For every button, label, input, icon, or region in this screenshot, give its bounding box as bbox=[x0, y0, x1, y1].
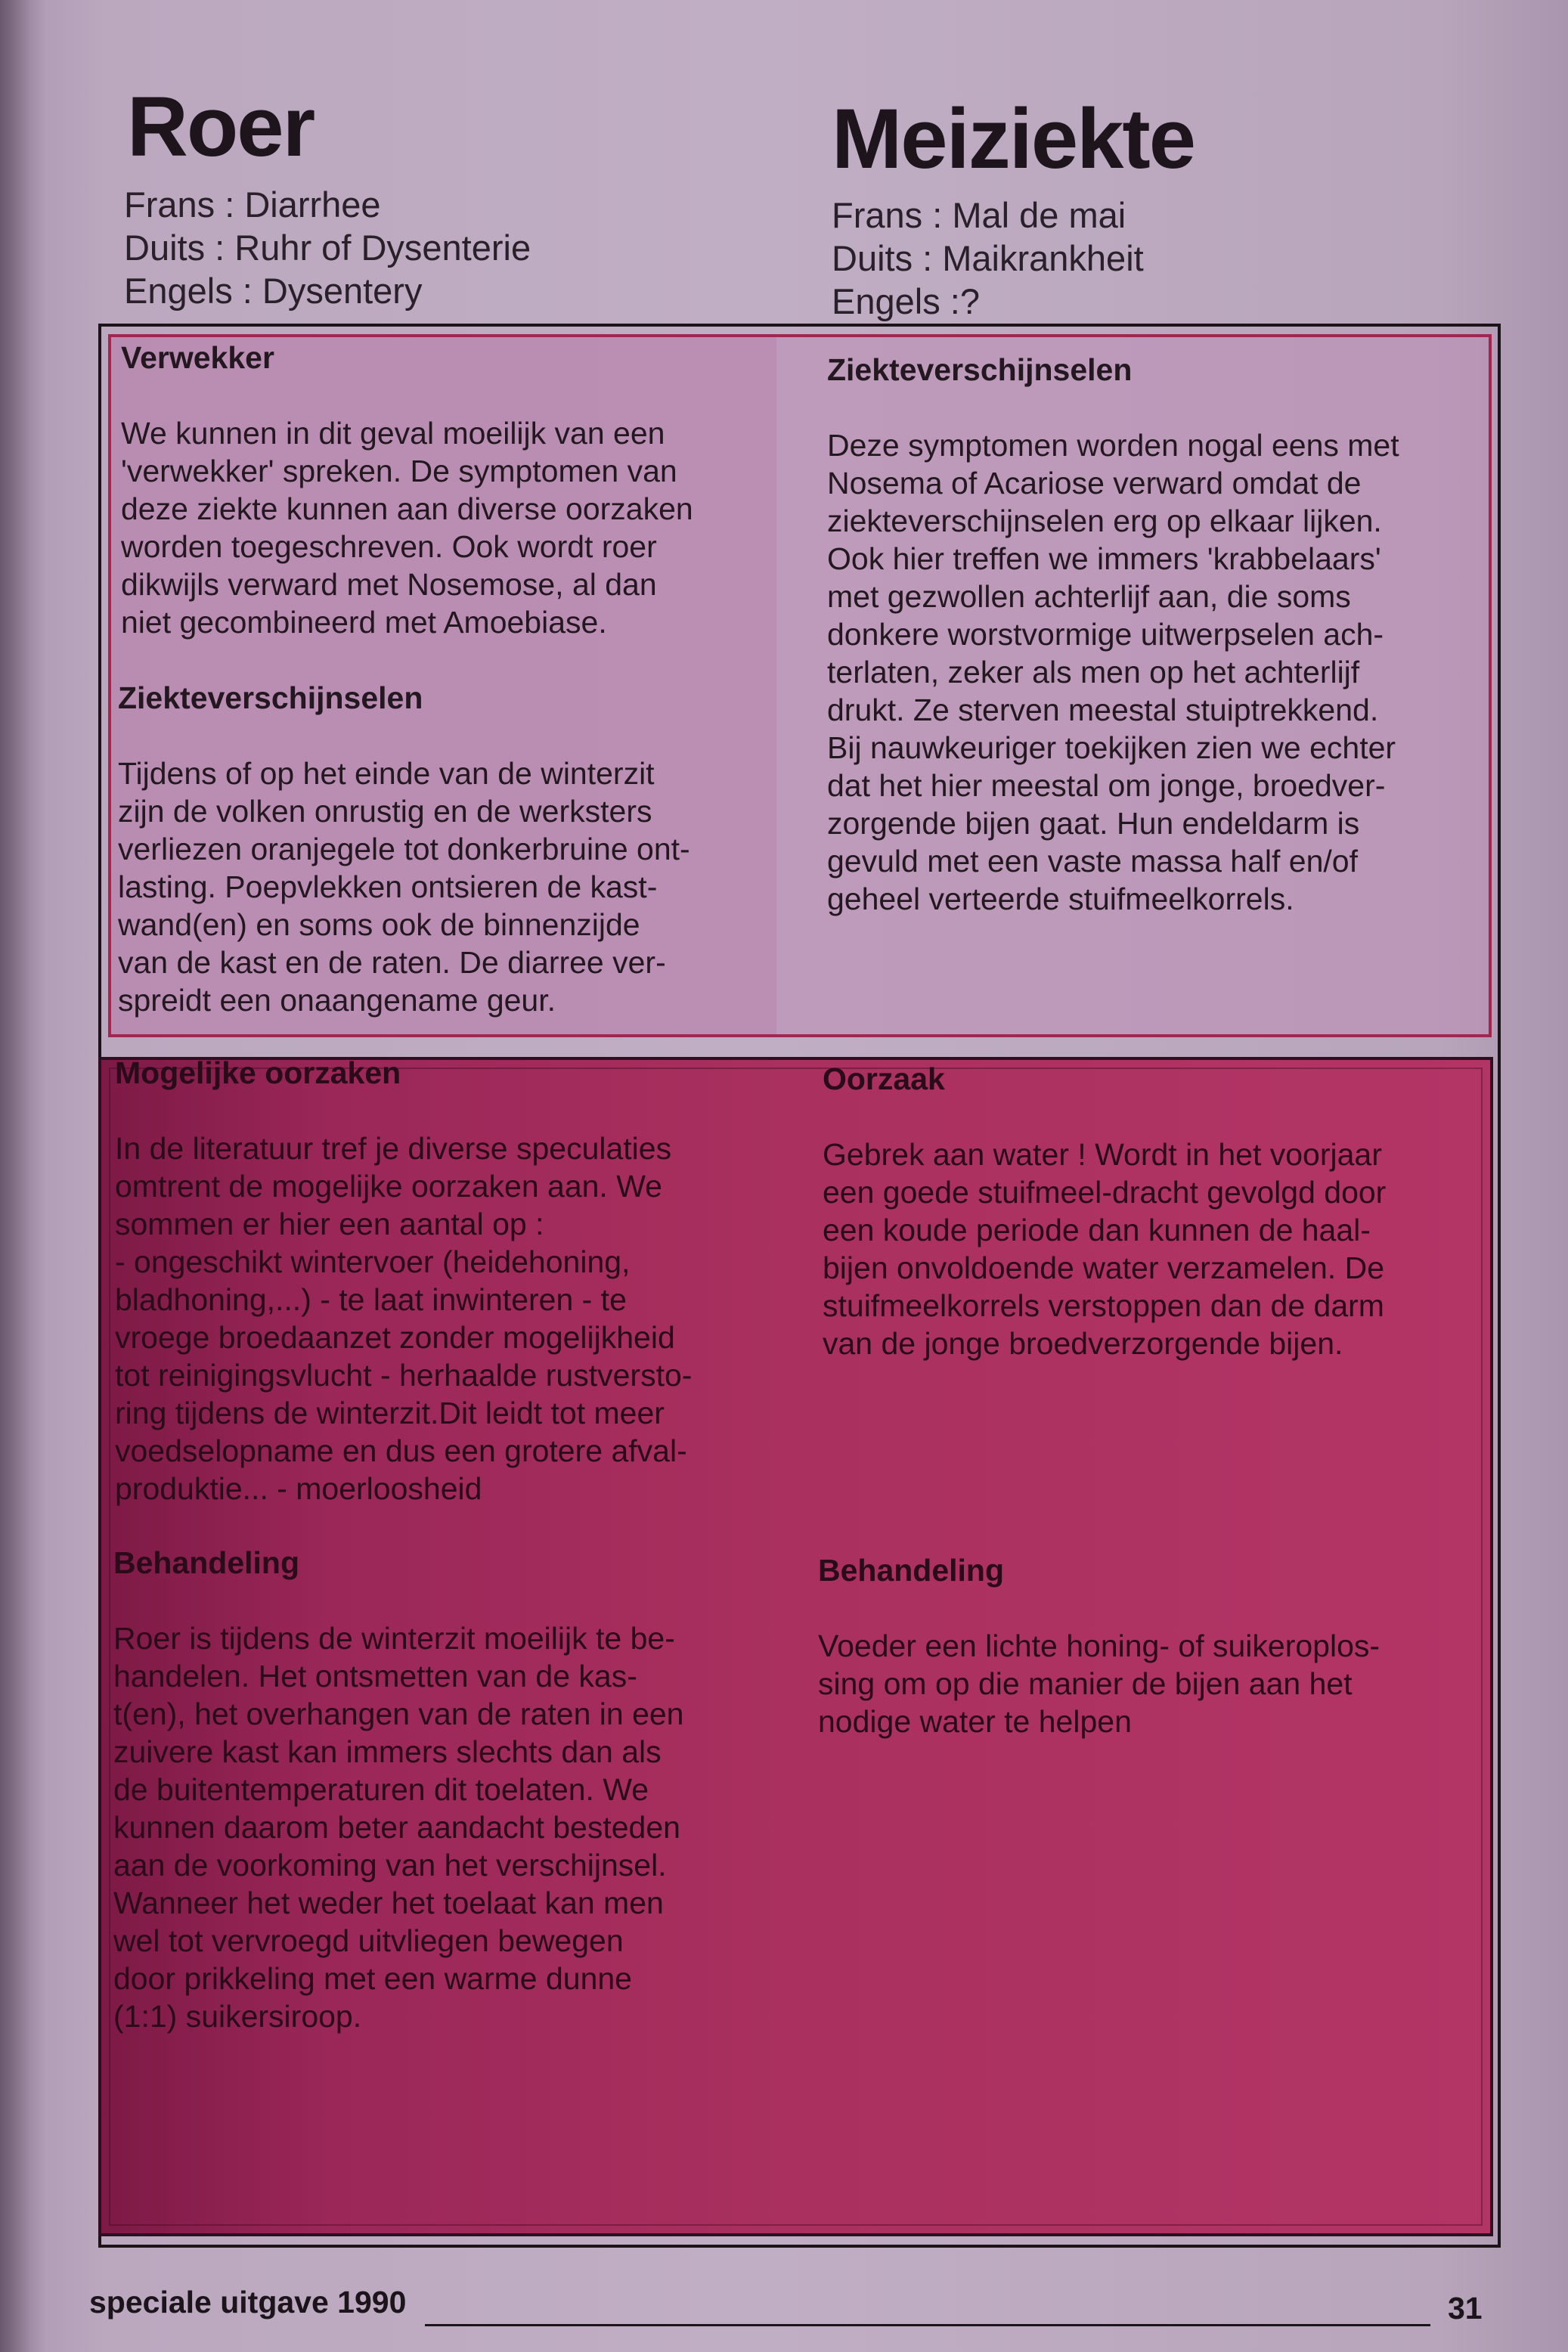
name-line: Frans : Mal de mai bbox=[832, 195, 1126, 235]
text-line: zijn de volken onrustig en de werksters bbox=[118, 794, 652, 829]
section-oorzaak bbox=[823, 1060, 1488, 1362]
section-heading: Verwekker bbox=[121, 340, 274, 375]
text-line: niet gecombineerd met Amoebiase. bbox=[121, 605, 607, 640]
text-line: van de jonge broedverzorgende bijen. bbox=[823, 1326, 1343, 1361]
name-line: Engels :? bbox=[832, 281, 980, 321]
text-line: wel tot vervroegd uitvliegen bewegen bbox=[113, 1923, 624, 1958]
name-line: Duits : Maikrankheit bbox=[832, 238, 1144, 278]
text-line: (1:1) suikersiroop. bbox=[113, 1999, 362, 2034]
text-line: ring tijdens de winterzit.Dit leidt tot meer bbox=[115, 1396, 665, 1430]
text-line: geheel verteerde stuifmeelkorrels. bbox=[827, 882, 1294, 916]
text-line: worden toegeschreven. Ook wordt roer bbox=[121, 529, 657, 564]
text-line: van de kast en de raten. De diarree ver- bbox=[118, 945, 666, 980]
text-line: - ongeschikt wintervoer (heidehoning, bbox=[115, 1244, 631, 1279]
text-line: Nosema of Acariose verward omdat de bbox=[827, 466, 1362, 500]
text-line: tot reinigingsvlucht - herhaalde rustversto- bbox=[115, 1358, 693, 1393]
section-mogelijke-oorzaken bbox=[115, 1054, 780, 1508]
text-line: bijen onvoldoende water verzamelen. De bbox=[823, 1250, 1385, 1285]
text-line: spreidt een onaangename geur. bbox=[118, 983, 556, 1018]
section-heading: Behandeling bbox=[113, 1545, 300, 1580]
text-line: voedselopname en dus een grotere afval- bbox=[115, 1433, 687, 1468]
text-line: met gezwollen achterlijf aan, die soms bbox=[827, 579, 1351, 614]
text-line: drukt. Ze sterven meestal stuiptrekkend. bbox=[827, 693, 1379, 727]
text-line: 'verwekker' spreken. De symptomen van bbox=[121, 454, 677, 488]
text-line: dat het hier meestal om jonge, broedver- bbox=[827, 768, 1386, 803]
text-line: door prikkeling met een warme dunne bbox=[113, 1961, 632, 1996]
text-line: sommen er hier een aantal op : bbox=[115, 1207, 544, 1241]
text-line: t(en), het overhangen van de raten in een bbox=[113, 1697, 684, 1731]
text-line: Deze symptomen worden nogal eens met bbox=[827, 428, 1399, 463]
text-line: ziekteverschijnselen erg op elkaar lijken. bbox=[827, 504, 1382, 538]
text-line: Bij nauwkeuriger toekijken zien we echter bbox=[827, 730, 1396, 765]
section-ziekteverschijnselen-meiziekte bbox=[827, 351, 1492, 918]
text-line: Roer is tijdens de winterzit moeilijk te be- bbox=[113, 1621, 675, 1656]
section-behandeling-meiziekte bbox=[818, 1551, 1483, 1740]
footer-edition: speciale uitgave 1990 bbox=[89, 2285, 407, 2319]
name-line: Duits : Ruhr of Dysenterie bbox=[124, 228, 531, 268]
section-heading: Ziekteverschijnselen bbox=[827, 352, 1133, 387]
section-verwekker bbox=[121, 339, 786, 641]
text-line: produktie... - moerloosheid bbox=[115, 1471, 482, 1506]
text-line: aan de voorkoming van het verschijnsel. bbox=[113, 1848, 667, 1883]
footer-rule bbox=[425, 2324, 1430, 2326]
page-number: 31 bbox=[1448, 2291, 1483, 2326]
section-heading: Oorzaak bbox=[823, 1061, 945, 1096]
section-heading: Mogelijke oorzaken bbox=[115, 1055, 401, 1090]
text-line: terlaten, zeker als men op het achterlijf bbox=[827, 655, 1360, 689]
text-line: Voeder een lichte honing- of suikeroplos- bbox=[818, 1628, 1381, 1663]
text-line: In de literatuur tref je diverse speculaties bbox=[115, 1131, 672, 1166]
text-line: sing om op die manier de bijen aan het bbox=[818, 1666, 1353, 1701]
text-line: gevuld met een vaste massa half en/of bbox=[827, 844, 1358, 879]
text-line: We kunnen in dit geval moeilijk van een bbox=[121, 416, 665, 451]
text-line: Ook hier treffen we immers 'krabbelaars' bbox=[827, 541, 1381, 576]
text-line: Tijdens of op het einde van de winterzit bbox=[118, 756, 655, 791]
names-meiziekte bbox=[832, 194, 1144, 323]
section-ziekteverschijnselen-roer bbox=[118, 679, 783, 1019]
text-line: kunnen daarom beter aandacht besteden bbox=[113, 1810, 680, 1845]
text-line: de buitentemperaturen dit toelaten. We bbox=[113, 1772, 649, 1807]
text-line: lasting. Poepvlekken ontsieren de kast- bbox=[118, 869, 658, 904]
text-line: bladhoning,...) - te laat inwinteren - te bbox=[115, 1282, 627, 1317]
section-heading: Ziekteverschijnselen bbox=[118, 680, 423, 715]
text-line: deze ziekte kunnen aan diverse oorzaken bbox=[121, 491, 693, 526]
name-line: Engels : Dysentery bbox=[124, 271, 423, 311]
text-line: vroege broedaanzet zonder mogelijkheid bbox=[115, 1320, 675, 1355]
text-line: Gebrek aan water ! Wordt in het voorjaar bbox=[823, 1137, 1382, 1172]
text-line: een koude periode dan kunnen de haal- bbox=[823, 1213, 1371, 1247]
text-line: omtrent de mogelijke oorzaken aan. We bbox=[115, 1169, 662, 1204]
text-line: dikwijls verward met Nosemose, al dan bbox=[121, 567, 657, 602]
text-line: een goede stuifmeel-dracht gevolgd door bbox=[823, 1175, 1387, 1210]
text-line: stuifmeelkorrels verstoppen dan de darm bbox=[823, 1288, 1384, 1323]
text-line: zorgende bijen gaat. Hun endeldarm is bbox=[827, 806, 1360, 841]
names-roer bbox=[124, 183, 531, 312]
text-line: zuivere kast kan immers slechts dan als bbox=[113, 1734, 662, 1769]
title-meiziekte: Meiziekte bbox=[832, 91, 1195, 186]
title-roer: Roer bbox=[127, 79, 315, 174]
text-line: Wanneer het weder het toelaat kan men bbox=[113, 1886, 664, 1920]
name-line: Frans : Diarrhee bbox=[124, 184, 381, 225]
spine-shadow bbox=[0, 0, 45, 2352]
text-line: handelen. Het ontsmetten van de kas- bbox=[113, 1659, 637, 1694]
section-behandeling-roer bbox=[113, 1544, 779, 2035]
text-line: wand(en) en soms ook de binnenzijde bbox=[118, 907, 640, 942]
section-heading: Behandeling bbox=[818, 1553, 1005, 1588]
text-line: donkere worstvormige uitwerpselen ach- bbox=[827, 617, 1384, 652]
text-line: nodige water te helpen bbox=[818, 1704, 1132, 1739]
text-line: verliezen oranjegele tot donkerbruine ont- bbox=[118, 832, 690, 866]
